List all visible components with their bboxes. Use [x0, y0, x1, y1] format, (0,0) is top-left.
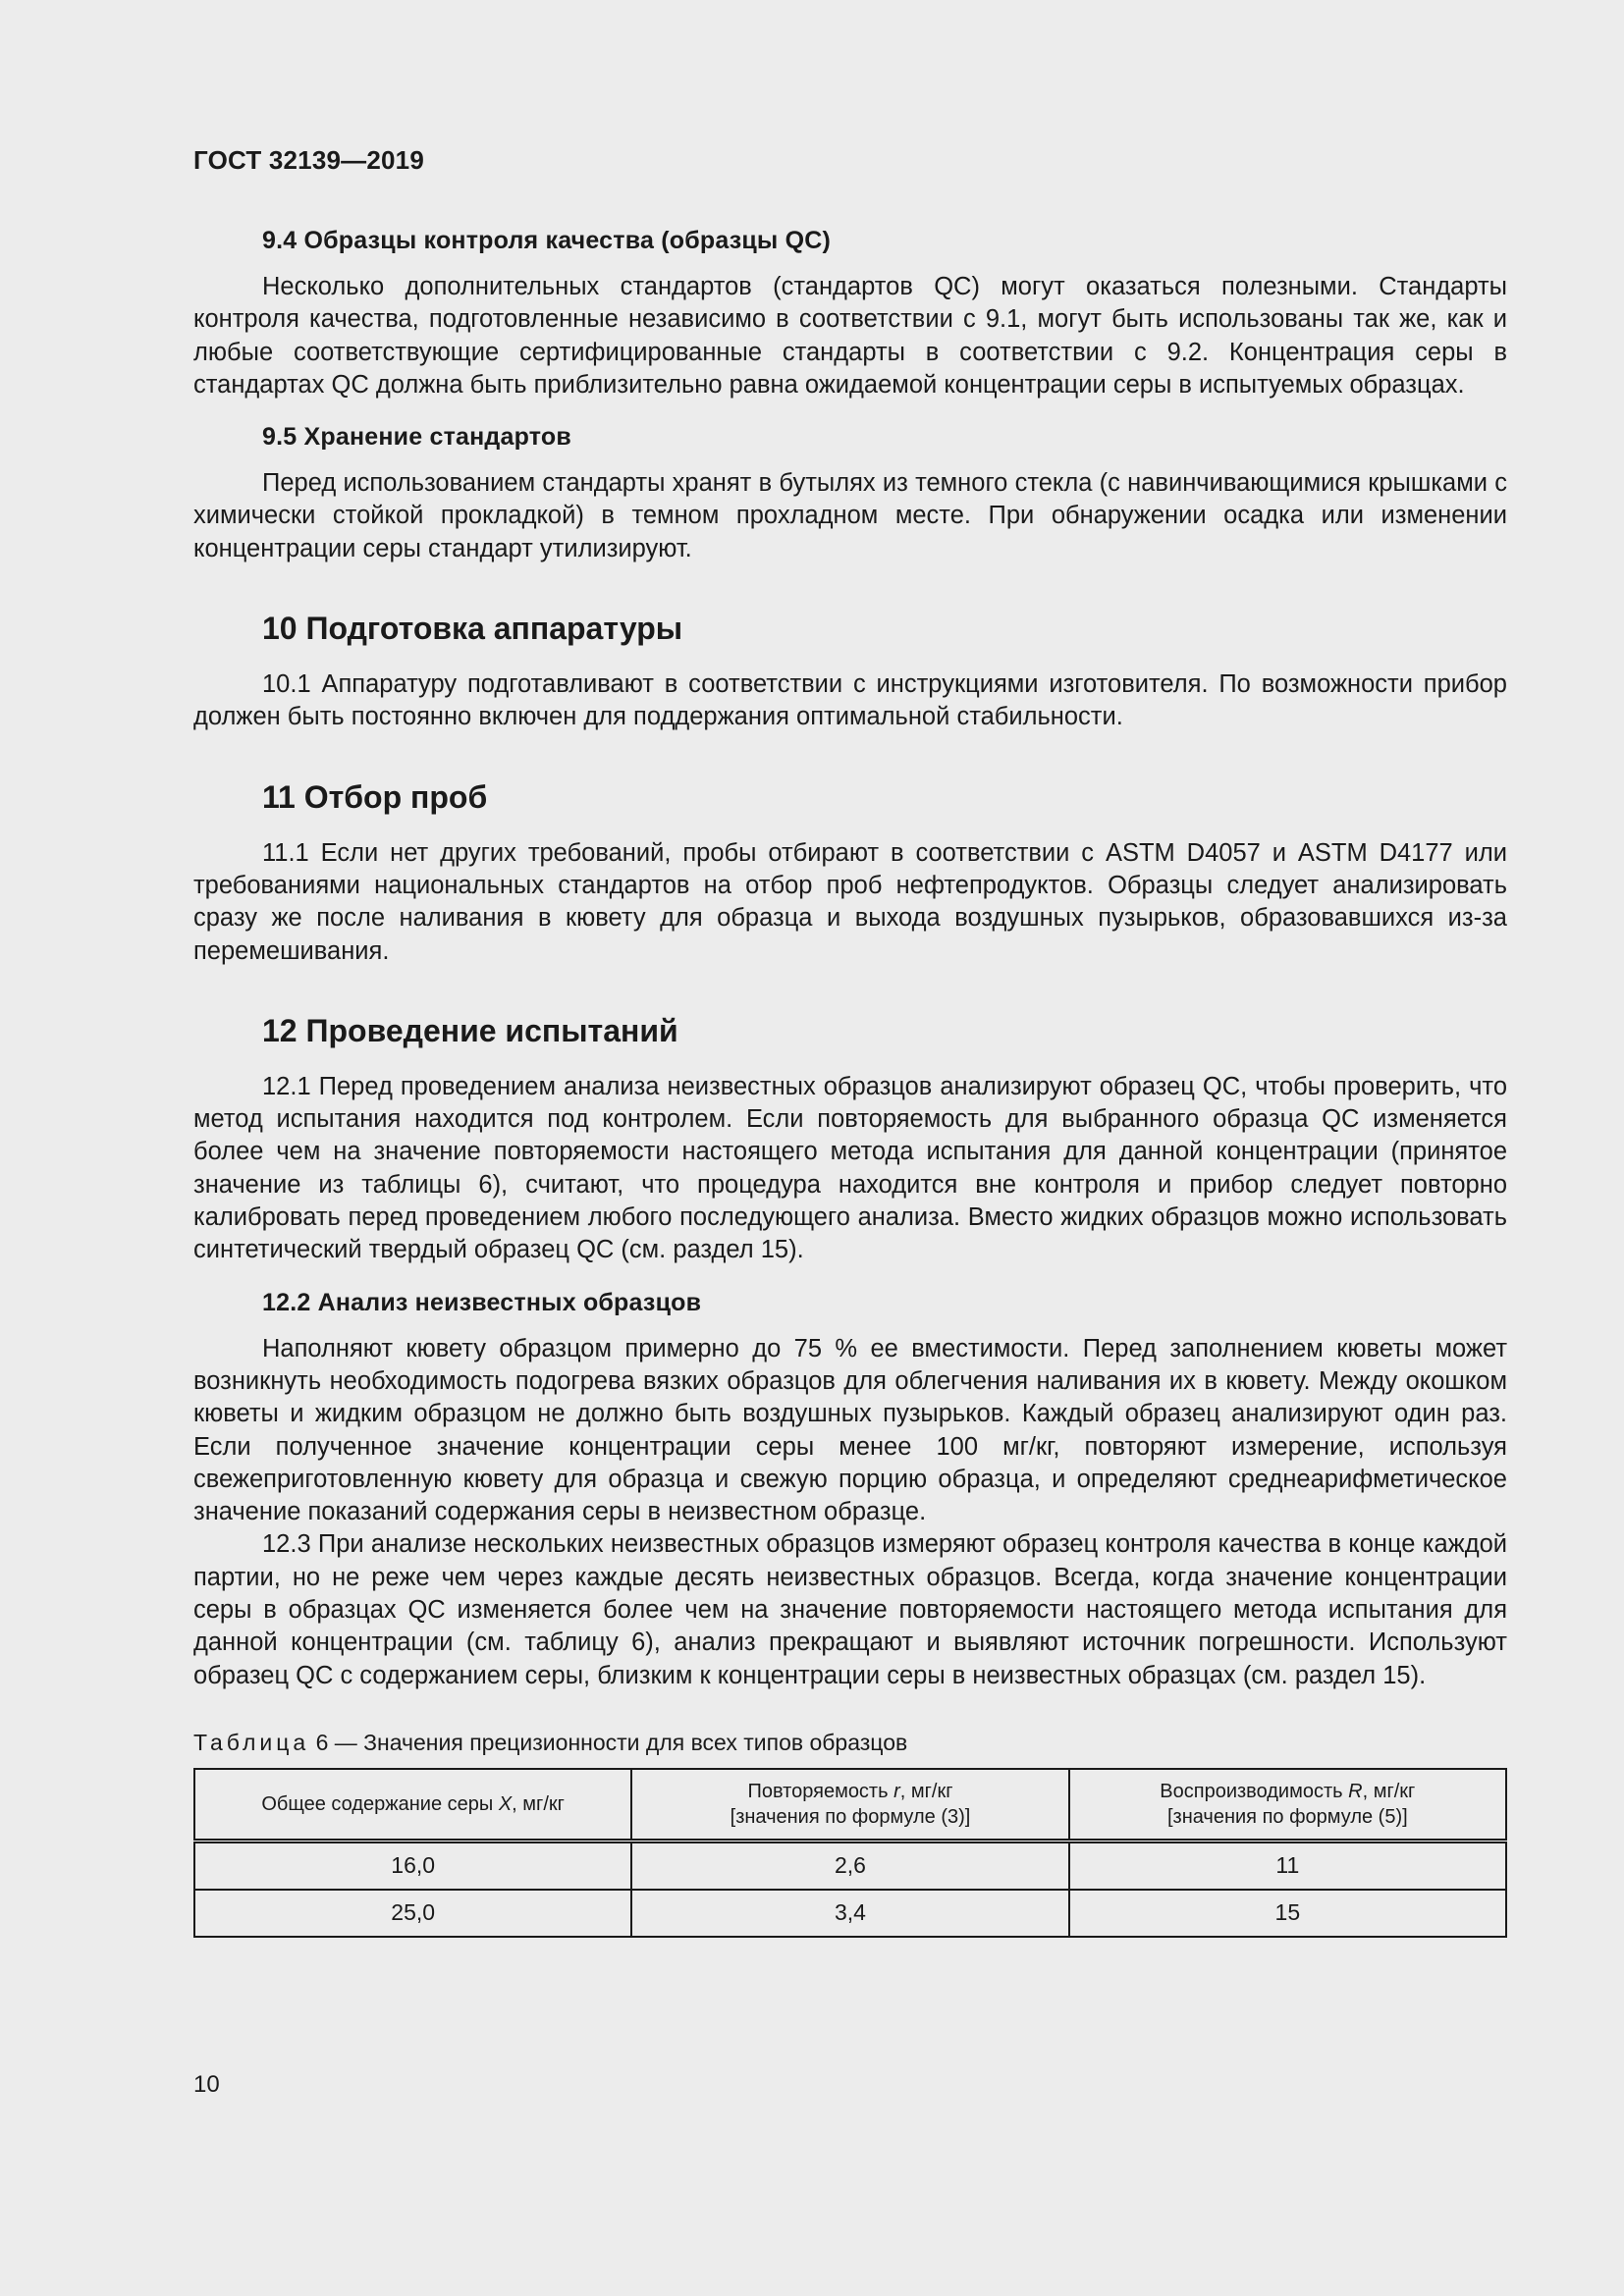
- table-cell-sulfur: 16,0: [194, 1841, 631, 1890]
- table-cell-sulfur: 25,0: [194, 1890, 631, 1937]
- document-id-header: ГОСТ 32139—2019: [193, 145, 424, 175]
- table-caption: [193, 1730, 1507, 1756]
- subsection-title-12-2: 12.2 Анализ неизвестных образцов: [262, 1288, 702, 1316]
- section-title-12: 12 Проведение испытаний: [262, 1012, 678, 1048]
- precision-table: [193, 1768, 1507, 1938]
- document-page: [193, 145, 1507, 1938]
- table-row: [194, 1890, 1506, 1937]
- paragraph-12-3: 12.3 При анализе нескольких неизвестных образцов измеряют образец контроля качества в конце каждой партии, но не реже чем через каждые десять неизвестных образцов. Всегда, когда значение концентрации серы в образцах QC изменяется более чем на значение повторяемости настоящего метода испытания для данной концентрации (см. таблицу 6), анализ прекращают и выявляют источник погрешности. Используют образец QC с содержанием серы, близким к концентрации серы в неизвестных образцах (см. раздел 15).: [193, 1530, 1507, 1689]
- subsection-title-9-4: 9.4 Образцы контроля качества (образцы QC): [262, 227, 832, 254]
- subsection-title-9-5: 9.5 Хранение стандартов: [262, 423, 571, 452]
- table-caption-label: Таблица: [193, 1729, 310, 1755]
- paragraph-9-4: Несколько дополнительных стандартов (стандартов QC) могут оказаться полезными. Стандарты контроля качества, подготовленные независимо в соответствии с 9.1, могут быть использованы так же, как и любые соответствующие сертифицированные стандарты в соответствии с 9.2. Концентрация серы в стандартах QC должна быть приблизительно равна ожидаемой концентрации серы в испытуемых образцах.: [193, 273, 1507, 399]
- paragraph-12-2: Наполняют кювету образцом примерно до 75 % ее вместимости. Перед заполнением кюветы может возникнуть необходимость подогрева вязких образцов для облегчения наливания их в кювету. Между окошком кюветы и жидким образцом не должно быть воздушных пузырьков. Каждый образец анализируют один раз. Если полученное значение концентрации серы менее 100 мг/кг, повторяют измерение, используя свежеприготовленную кювету для образца и свежую порцию образца, и определяют среднеарифметическое значение показаний содержания серы в неизвестном образце.: [193, 1334, 1507, 1526]
- table-cell-repeatability: 3,4: [631, 1890, 1068, 1937]
- paragraph-12-1: 12.1 Перед проведением анализа неизвестных образцов анализируют образец QC, чтобы проверить, что метод испытания находится под контролем. Если повторяемость для выбранного образца QC изменяется более чем на значение повторяемости настоящего метода испытания для данной концентрации (принятое значение из таблицы 6), считают, что процедура находится вне контроля и прибор следует повторно калибровать перед проведением любого последующего анализа. Вместо жидких образцов можно использовать синтетический твердый образец QC (см. раздел 15).: [193, 1072, 1507, 1264]
- header-repeatability: Повторяемость r, мг/кг [значения по формуле (3)]: [631, 1769, 1068, 1842]
- table-header-row: [194, 1769, 1506, 1842]
- paragraph-10-1: 10.1 Аппаратуру подготавливают в соответствии с инструкциями изготовителя. По возможности прибор должен быть постоянно включен для поддержания оптимальной стабильности.: [193, 670, 1507, 731]
- header-total-sulfur: Общее содержание серы X, мг/кг: [194, 1769, 631, 1842]
- paragraph-11-1: 11.1 Если нет других требований, пробы отбирают в соответствии с ASTM D4057 и ASTM D4177 или требованиями национальных стандартов на отбор проб нефтепродуктов. Образцы следует анализировать сразу же после наливания в кювету для образца и выхода воздушных пузырьков, образовавшихся из-за перемешивания.: [193, 838, 1507, 965]
- table-cell-reproducibility: 15: [1069, 1890, 1506, 1937]
- page-number: 10: [193, 2071, 220, 2098]
- table-row: [194, 1841, 1506, 1890]
- section-title-10: 10 Подготовка аппаратуры: [262, 611, 683, 647]
- table-cell-reproducibility: 11: [1069, 1841, 1506, 1890]
- table-cell-repeatability: 2,6: [631, 1841, 1068, 1890]
- section-title-11: 11 Отбор проб: [262, 778, 488, 815]
- paragraph-9-5: Перед использованием стандарты хранят в бутылях из темного стекла (с навинчивающимися крышками с химически стойкой прокладкой) в темном прохладном месте. При обнаружении осадка или изменении концентрации серы стандарт утилизируют.: [193, 469, 1507, 562]
- header-reproducibility: Воспроизводимость R, мг/кг [значения по формуле (5)]: [1069, 1769, 1506, 1842]
- table-caption-text: 6 — Значения прецизионности для всех типов образцов: [309, 1729, 908, 1755]
